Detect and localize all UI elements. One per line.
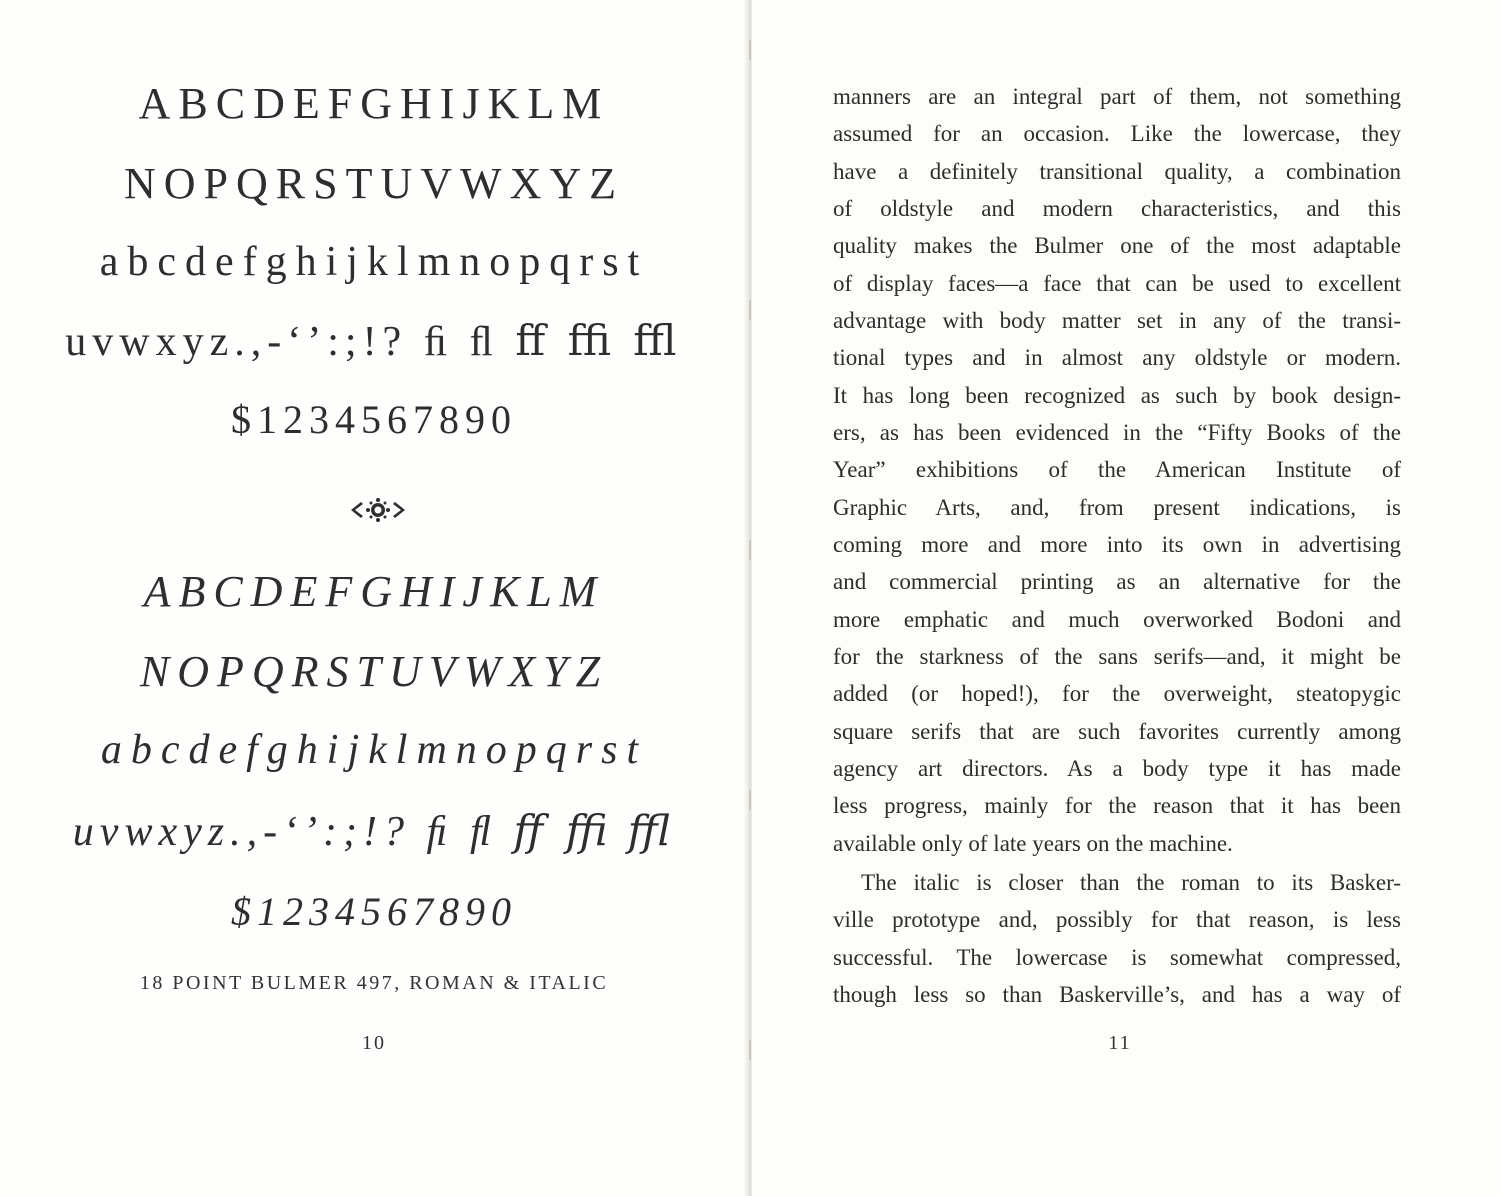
body-text-line: Graphic Arts, and, from present indications, is (833, 495, 1401, 520)
body-text-line: added (or hoped!), for the overweight, steatopygic (833, 681, 1401, 706)
body-text-line: agency art directors. As a body type it has made (833, 756, 1401, 781)
binding-stitch (749, 790, 751, 810)
body-text-line: square serifs that are such favorites currently among (833, 719, 1401, 744)
body-text-line: successful. The lowercase is somewhat compressed, (833, 945, 1401, 970)
specimen-caption: 18 POINT BULMER 497, ROMAN & ITALIC (139, 972, 609, 994)
body-text-line: of display faces—a face that can be used to excellent (833, 271, 1401, 296)
body-text-line: quality makes the Bulmer one of the most adaptable (833, 233, 1401, 258)
binding-stitch (749, 540, 751, 560)
body-text-line: have a definitely transitional quality, a combination (833, 159, 1401, 184)
page-number-right: 11 (1108, 1032, 1132, 1054)
italic-lowercase-line-1: abcdefghijklmnopqrst (100, 727, 648, 773)
body-text-line: assumed for an occasion. Like the lowercase, they (833, 121, 1401, 146)
body-text-line: more emphatic and much overworked Bodoni and (833, 607, 1401, 632)
fleuron-ornament-icon (349, 496, 407, 524)
italic-uppercase-line-2: NOPQRSTUVWXYZ (139, 647, 609, 696)
body-text-paragraph-start: The italic is closer than the roman to its Basker- (861, 870, 1401, 895)
roman-uppercase-line-2: NOPQRSTUVWXYZ (124, 159, 624, 208)
body-text-line: It has long been recognized as such by book design- (833, 383, 1401, 408)
italic-figures-line: $1234567890 (231, 889, 517, 934)
body-text-line: manners are an integral part of them, not something (833, 84, 1401, 109)
body-text-line: of oldstyle and modern characteristics, and this (833, 196, 1401, 221)
body-text-line: ville prototype and, possibly for that reason, is less (833, 907, 1401, 932)
body-text-line: for the starkness of the sans serifs—and, it might be (833, 644, 1401, 669)
roman-lowercase-line-2: uvwxyz.,-‘’:;!? ﬁ ﬂ ﬀ ﬃ ﬄ (65, 319, 683, 365)
italic-uppercase-line-1: ABCDEFGHIJKLM (143, 567, 605, 616)
body-text-line: tional types and in almost any oldstyle or modern. (833, 345, 1401, 370)
body-text-line: advantage with body matter set in any of the transi- (833, 308, 1401, 333)
left-page (0, 0, 748, 1196)
roman-lowercase-line-1: abcdefghijklmnopqrst (99, 239, 649, 285)
roman-uppercase-line-1: ABCDEFGHIJKLM (138, 79, 610, 128)
binding-stitch (749, 1040, 751, 1060)
roman-figures-line: $1234567890 (231, 397, 517, 442)
body-text-line: though less so than Baskerville’s, and has a way of (833, 982, 1401, 1007)
body-text-line: ers, as has been evidenced in the “Fifty Books of the (833, 420, 1401, 445)
page-number-left: 10 (362, 1032, 386, 1054)
body-text-line: and commercial printing as an alternative for the (833, 569, 1401, 594)
body-text-line: available only of late years on the machine. (833, 831, 1233, 856)
body-text-line: less progress, mainly for the reason that it has been (833, 793, 1401, 818)
binding-stitch (749, 40, 751, 60)
body-text-line: coming more and more into its own in advertising (833, 532, 1401, 557)
body-text-line: Year” exhibitions of the American Institute of (833, 457, 1401, 482)
italic-lowercase-line-2: uvwxyz.,-‘’:;!? ﬁ ﬂ ﬀ ﬃ ﬄ (72, 809, 676, 855)
binding-stitch (749, 300, 751, 320)
